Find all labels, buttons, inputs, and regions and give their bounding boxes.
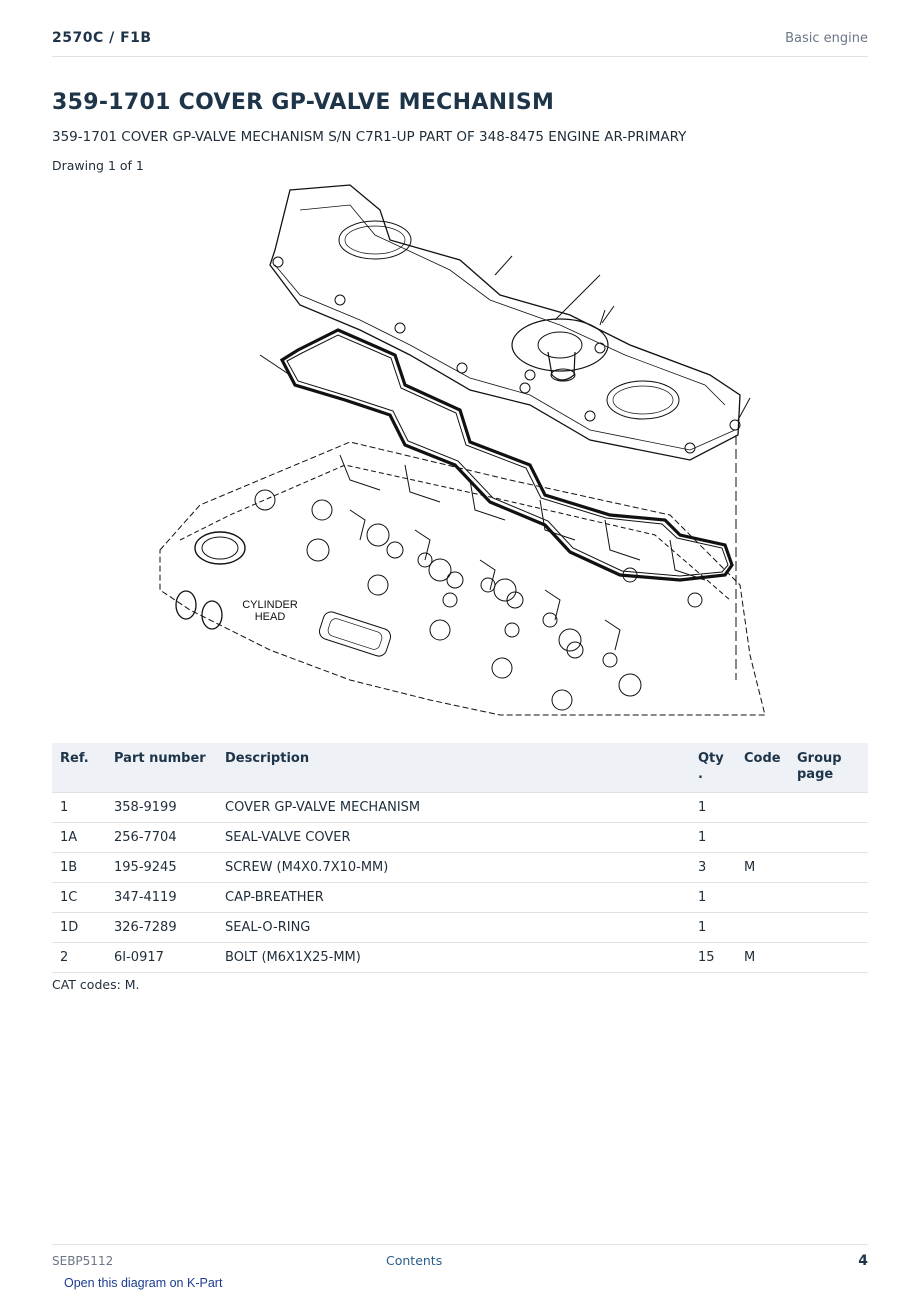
col-code: Code <box>736 743 789 793</box>
cell-description: CAP-BREATHER <box>217 883 690 913</box>
col-group-page <box>789 743 868 793</box>
cell-group-page <box>789 883 868 913</box>
open-kpart-link[interactable]: Open this diagram on K-Part <box>64 1276 223 1290</box>
cell-code <box>736 883 789 913</box>
col-qty <box>690 743 736 793</box>
col-ref: Ref. <box>52 743 106 793</box>
cell-ref: 1C <box>52 883 106 913</box>
diagram-label-cylinder: CYLINDER <box>242 599 298 611</box>
cat-codes-note: CAT codes: M. <box>52 977 140 992</box>
cell-description: SCREW (M4X0.7X10-MM) <box>217 853 690 883</box>
valve-cover-illustration <box>270 185 740 460</box>
contents-link[interactable]: Contents <box>386 1253 443 1268</box>
cell-qty: 1 <box>690 823 736 853</box>
cell-qty: 1 <box>690 793 736 823</box>
page-number: 4 <box>858 1253 868 1269</box>
diagram-label-head: HEAD <box>254 611 286 623</box>
table-row <box>52 943 868 973</box>
page-footer <box>52 1244 868 1269</box>
col-qty-line2: . <box>698 767 703 782</box>
table-row <box>52 913 868 943</box>
table-row <box>52 823 868 853</box>
table-header-row <box>52 743 868 793</box>
cell-description: SEAL-VALVE COVER <box>217 823 690 853</box>
cell-code <box>736 913 789 943</box>
table-row <box>52 853 868 883</box>
model-label: 2570C / F1B <box>52 30 152 46</box>
cell-code: M <box>736 853 789 883</box>
cell-part-number: 6I-0917 <box>106 943 217 973</box>
cell-part-number: 195-9245 <box>106 853 217 883</box>
table-row <box>52 883 868 913</box>
cell-part-number: 326-7289 <box>106 913 217 943</box>
col-qty-line1: Qty <box>698 751 724 766</box>
cell-group-page <box>789 913 868 943</box>
cell-qty: 1 <box>690 883 736 913</box>
page-subtitle: 359-1701 COVER GP-VALVE MECHANISM S/N C7R1-UP PART OF 348-8475 ENGINE AR-PRIMARY <box>52 129 687 145</box>
cell-description: BOLT (M6X1X25-MM) <box>217 943 690 973</box>
cell-qty: 15 <box>690 943 736 973</box>
cell-ref: 1D <box>52 913 106 943</box>
cell-description: COVER GP-VALVE MECHANISM <box>217 793 690 823</box>
parts-table <box>52 743 868 973</box>
col-group-line1: Group <box>797 751 842 766</box>
cell-part-number: 347-4119 <box>106 883 217 913</box>
page-header <box>52 28 868 57</box>
cell-group-page <box>789 943 868 973</box>
cell-ref: 2 <box>52 943 106 973</box>
parts-diagram <box>150 180 780 720</box>
cell-ref: 1B <box>52 853 106 883</box>
col-part-number: Part number <box>106 743 217 793</box>
cell-qty: 3 <box>690 853 736 883</box>
cell-group-page <box>789 823 868 853</box>
cell-code: M <box>736 943 789 973</box>
cell-description: SEAL-O-RING <box>217 913 690 943</box>
document-id: SEBP5112 <box>52 1254 114 1268</box>
cell-qty: 1 <box>690 913 736 943</box>
cell-part-number: 358-9199 <box>106 793 217 823</box>
cell-code <box>736 793 789 823</box>
cell-code <box>736 823 789 853</box>
table-row <box>52 793 868 823</box>
drawing-count: Drawing 1 of 1 <box>52 158 144 173</box>
section-label: Basic engine <box>785 31 868 46</box>
col-description: Description <box>217 743 690 793</box>
col-group-line2: page <box>797 767 834 782</box>
cell-ref: 1A <box>52 823 106 853</box>
cell-ref: 1 <box>52 793 106 823</box>
page-title: 359-1701 COVER GP-VALVE MECHANISM <box>52 90 555 115</box>
cell-group-page <box>789 793 868 823</box>
cell-group-page <box>789 853 868 883</box>
cell-part-number: 256-7704 <box>106 823 217 853</box>
